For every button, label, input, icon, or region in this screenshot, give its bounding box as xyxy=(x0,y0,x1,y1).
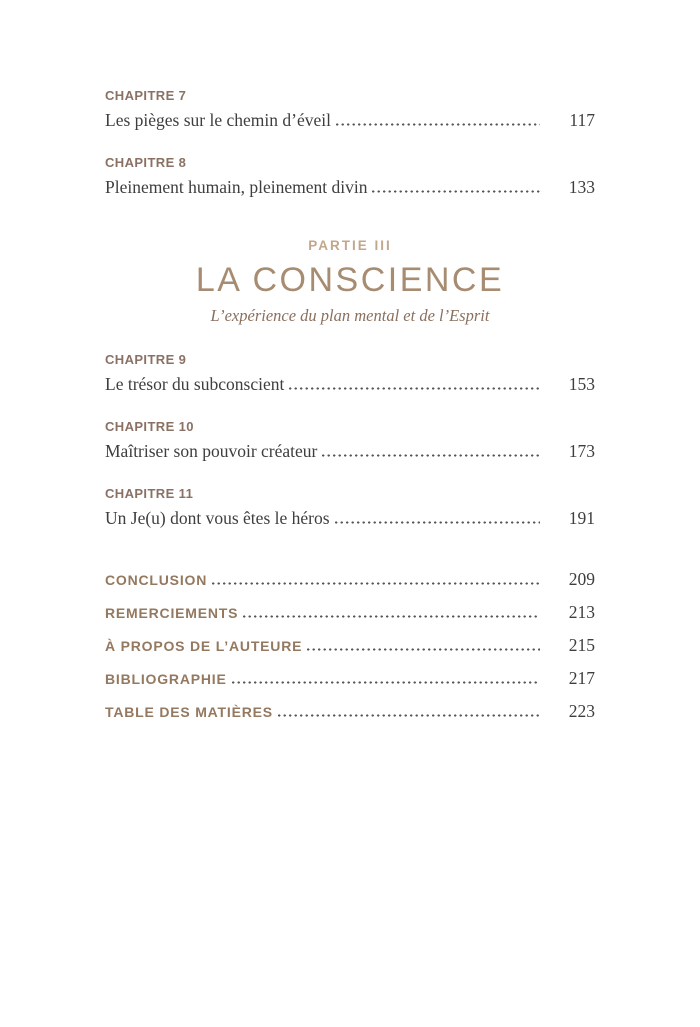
page-number: 215 xyxy=(568,635,595,655)
page-number: 217 xyxy=(568,668,595,688)
chapter-title: Maîtriser son pouvoir créateur xyxy=(105,441,318,461)
back-matter-entry xyxy=(105,569,595,590)
dot-leader xyxy=(372,190,540,193)
page-number: 117 xyxy=(569,110,595,130)
toc-entry-row xyxy=(105,373,595,395)
dot-leader xyxy=(232,681,540,684)
chapter-label: CHAPITRE 8 xyxy=(105,155,187,170)
dot-leader xyxy=(307,648,540,651)
dot-leader xyxy=(335,521,540,524)
part-heading xyxy=(105,238,595,327)
part-kicker: PARTIE III xyxy=(308,238,392,253)
toc-entry xyxy=(105,486,595,529)
toc-mid-section xyxy=(105,352,595,529)
back-matter-entry xyxy=(105,635,595,656)
toc-entry xyxy=(105,419,595,462)
chapter-title: Un Je(u) dont vous êtes le héros xyxy=(105,508,330,528)
chapter-title: Le trésor du subconscient xyxy=(105,374,285,394)
back-matter-label: CONCLUSION xyxy=(105,572,208,588)
page-number: 173 xyxy=(568,441,595,461)
chapter-title: Les pièges sur le chemin d’éveil xyxy=(105,110,331,130)
chapter-label: CHAPITRE 11 xyxy=(105,486,194,501)
page-number: 213 xyxy=(568,602,595,622)
dot-leader xyxy=(278,714,540,717)
toc-entry xyxy=(105,352,595,395)
page-number: 153 xyxy=(568,374,595,394)
back-matter-entry xyxy=(105,701,595,722)
back-matter-label: À PROPOS DE L’AUTEURE xyxy=(105,638,303,654)
page-number: 209 xyxy=(568,569,595,589)
dot-leader xyxy=(289,387,540,390)
back-matter-section xyxy=(105,569,595,722)
toc-top-section xyxy=(105,88,595,198)
part-title: LA CONSCIENCE xyxy=(195,261,505,299)
dot-leader xyxy=(336,123,540,126)
part-subtitle: L’expérience du plan mental et de l’Esprit xyxy=(210,306,490,325)
dot-leader xyxy=(322,454,540,457)
back-matter-entry xyxy=(105,602,595,623)
chapter-label: CHAPITRE 10 xyxy=(105,419,194,434)
dot-leader xyxy=(243,615,540,618)
back-matter-label: BIBLIOGRAPHIE xyxy=(105,671,227,687)
page-number: 133 xyxy=(568,177,595,197)
dot-leader xyxy=(212,582,540,585)
toc-entry xyxy=(105,88,595,131)
back-matter-entry xyxy=(105,668,595,689)
page-number: 191 xyxy=(568,508,595,528)
chapter-title: Pleinement humain, pleinement divin xyxy=(105,177,368,197)
chapter-label: CHAPITRE 7 xyxy=(105,88,187,103)
toc-entry-row xyxy=(105,507,595,529)
toc-entry xyxy=(105,155,595,198)
chapter-label: CHAPITRE 9 xyxy=(105,352,187,367)
toc-entry-row xyxy=(105,440,595,462)
page-number: 223 xyxy=(568,701,595,721)
toc-entry-row xyxy=(105,176,595,198)
back-matter-label: TABLE DES MATIÈRES xyxy=(105,704,273,720)
back-matter-label: REMERCIEMENTS xyxy=(105,605,239,621)
toc-entry-row xyxy=(105,109,595,131)
